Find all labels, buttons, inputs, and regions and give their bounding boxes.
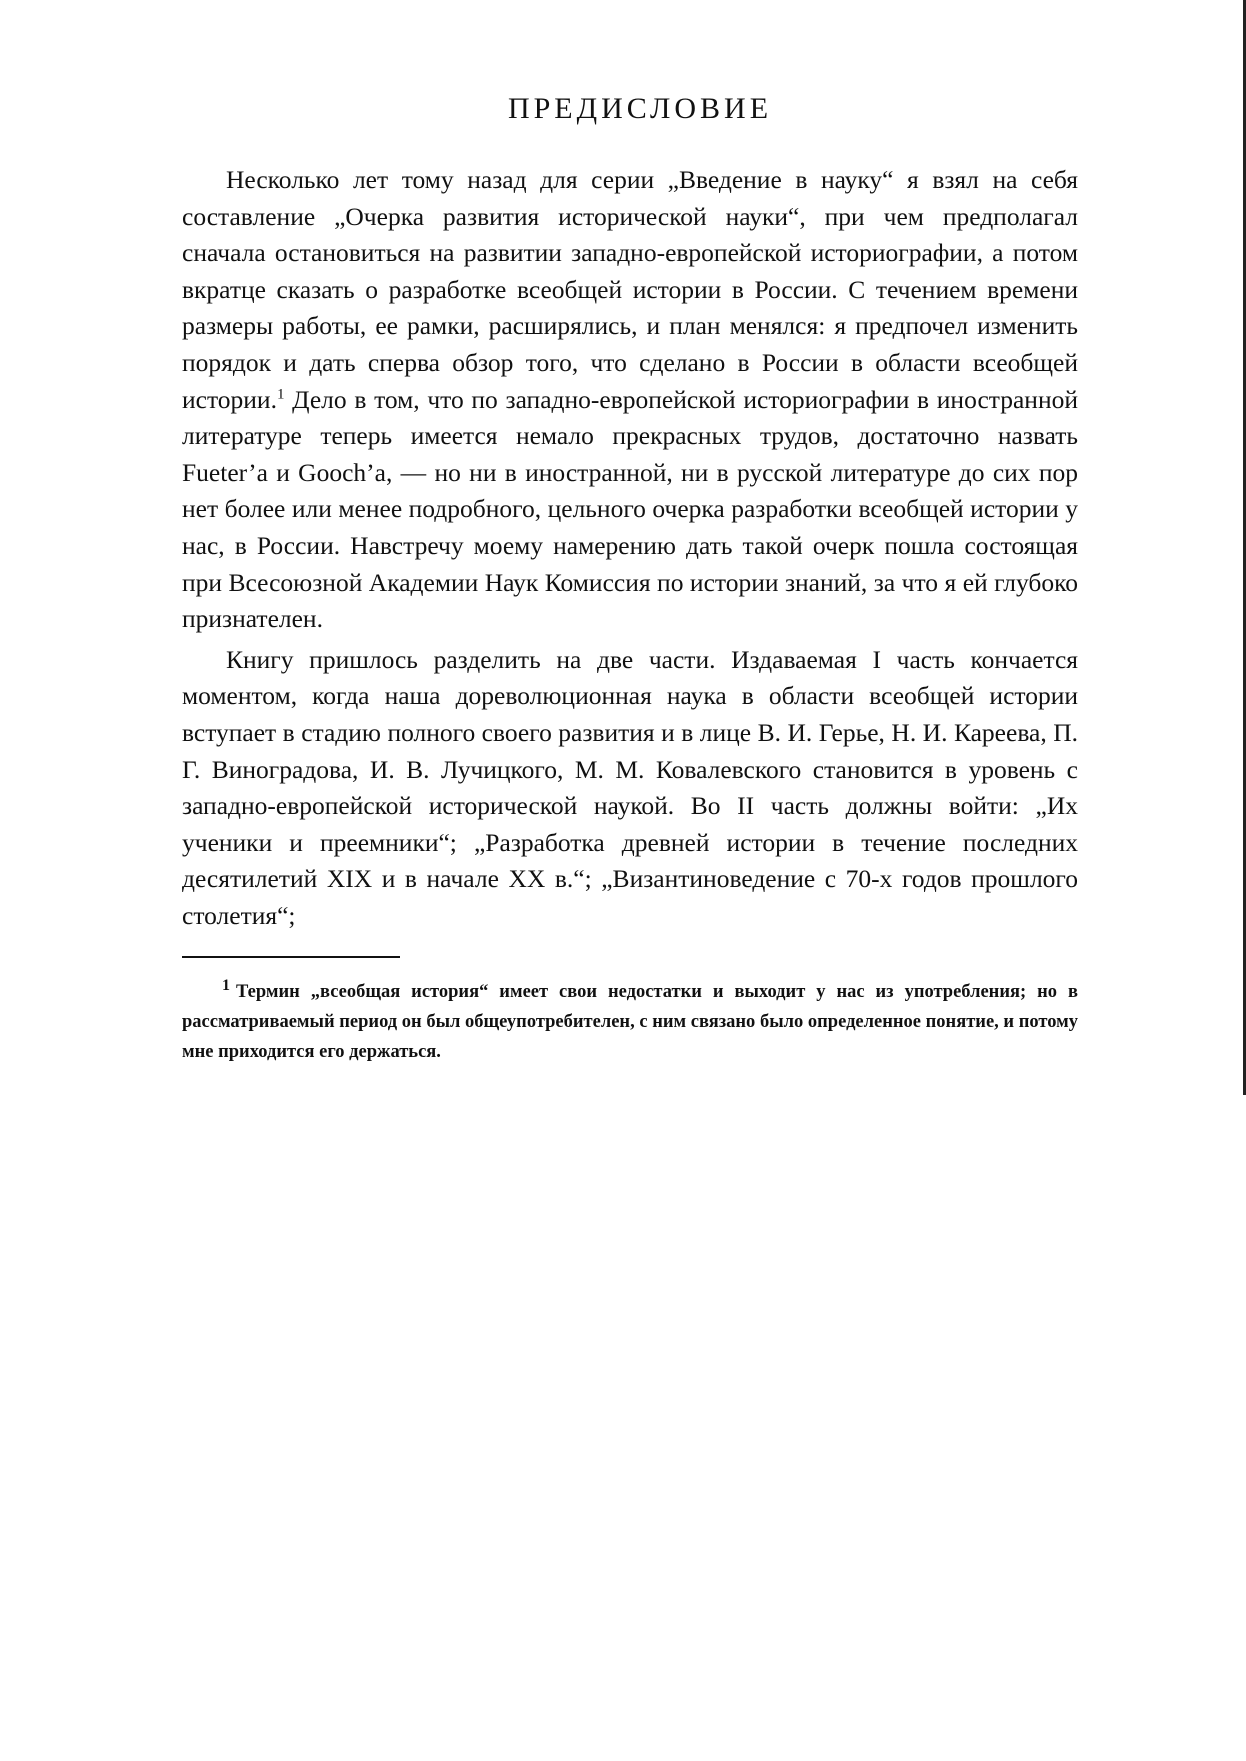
page-title: ПРЕДИСЛОВИЕ	[507, 92, 773, 125]
footnote-divider	[182, 956, 400, 959]
footnote	[182, 977, 1078, 1067]
body-text	[182, 162, 1078, 934]
document-page	[182, 92, 1078, 1067]
footnote-number: 1	[222, 977, 230, 995]
paragraph-2: Книгу пришлось разделить на две части. Издаваемая I часть кончается моментом, когда наша дореволюционная наука в области всеобщей истории вступает в стадию полного своего развития и в лице В. И. Герье, Н. И. Кареева, П. Г. Виноградова, И. В. Лучицкого, М. М. Ковалевского становится в уровень с западно-европейской исторической наукой. Во II часть должны войти: „Их ученики и преемники“; „Разработка древней истории в течение последних десятилетий XIX и в начале XX в.“; „Византиноведение с 70-х годов прошлого столетия“;	[182, 644, 1078, 930]
footnote-reference: 1	[276, 386, 285, 403]
paragraph-1-text-a: Несколько лет тому назад для серии „Введение в науку“ я взял на себя составление „Очерка развития исторической науки“, при чем предполагал сначала остановиться на развитии западно-европейской историографии, а потом вкратце сказать о разработке всеобщей истории в России. С течением времени размеры работы, ее рамки, расширялись, и план менялся: я предпочел изменить порядок и дать сперва обзор того, что сделано в России в области всеобщей истории.	[182, 165, 1078, 414]
paragraph-1-text-b: Дело в том, что по западно-европейской историографии в иностранной литературе теперь имеется немало прекрасных трудов, достаточно назвать Fueter’a и Gooch’a, — но ни в иностранной, ни в русской литературе до сих пор нет более или менее подробного, цельного очерка разработки всеобщей истории у нас, в России. Навстречу моему намерению дать такой очерк пошла состоящая при Всесоюзной Академии Наук Комиссия по истории знаний, за что я ей глубоко признателен.	[182, 384, 1078, 634]
paragraph-1	[182, 162, 1078, 638]
footnote-text: Термин „всеобщая история“ имеет свои недостатки и выходит у нас из употребления; но в рассматриваемый период он был общеупотребителен, с ним связано было определенное понятие, и потому мне приходится его держаться.	[182, 982, 1078, 1063]
